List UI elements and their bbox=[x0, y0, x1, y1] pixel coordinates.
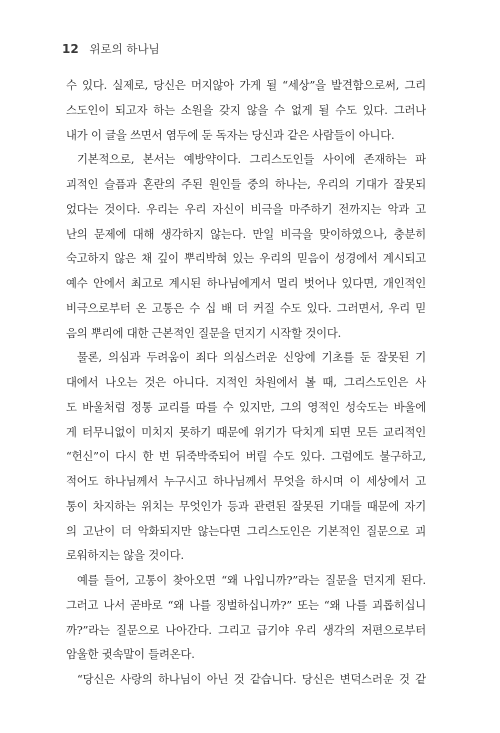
page-header bbox=[62, 41, 160, 57]
text-line: 대에서 나오는 것은 아니다. 지적인 차원에서 볼 때, 그리스도인은 사 bbox=[66, 376, 426, 389]
text-line: 수 있다. 실제로, 당신은 머지않아 가게 될 “세상”을 발견함으로써, 그리 bbox=[66, 79, 426, 92]
text-line: “당신은 사랑의 하나님이 아닌 것 같습니다. 당신은 변덕스러운 것 같 bbox=[77, 673, 426, 686]
text-line: 비극으로부터 온 고통은 수 십 배 더 커질 수도 있다. 그러면서, 우리 믿 bbox=[66, 301, 426, 315]
text-line: 내가 이 글을 쓰면서 염두에 둔 독자는 당신과 같은 사람들이 아니다. bbox=[66, 128, 395, 142]
text-line: 로워하지는 않을 것이다. bbox=[66, 549, 184, 563]
page-number: 12 bbox=[62, 42, 79, 56]
text-line: 까?”라는 질문으로 나아간다. 그리고 급기야 우리 생각의 저편으로부터 bbox=[66, 623, 426, 637]
text-line: 암울한 귓속말이 들려온다. bbox=[66, 648, 195, 662]
text-line: 게 터무니없이 미치지 못하기 때문에 위기가 닥치게 되면 모든 교리적인 bbox=[66, 425, 426, 439]
text-line: 괴적인 슬픔과 혼란의 주된 원인들 중의 하나는, 우리의 기대가 잘못되 bbox=[66, 178, 426, 191]
text-line: “헌신”이 다시 한 번 뒤죽박죽되어 버릴 수도 있다. 그럼에도 불구하고, bbox=[66, 450, 426, 464]
text-line: 난의 문제에 대해 생각하지 않는다. 만일 비극을 맞이하였으나, 충분히 bbox=[66, 227, 426, 241]
text-line: 예를 들어, 고통이 찾아오면 “왜 나입니까?”라는 질문을 던지게 된다. bbox=[77, 574, 426, 587]
text-line: 숙고하지 않은 채 깊이 뿌리박혀 있는 우리의 믿음이 성경에서 계시되고 bbox=[66, 252, 426, 266]
text-line: 예수 안에서 최고로 계시된 하나님에게서 멀리 벗어나 있다면, 개인적인 bbox=[66, 277, 426, 290]
text-line: 음의 뿌리에 대한 근본적인 질문을 던지기 시작할 것이다. bbox=[66, 326, 342, 340]
text-line: 기본적으로, 본서는 예방약이다. 그리스도인들 사이에 존재하는 파 bbox=[77, 153, 426, 167]
text-line: 도 바울처럼 정통 교리를 따를 수 있지만, 그의 영적인 성숙도는 바울에 bbox=[66, 400, 426, 414]
text-line: 적어도 하나님께서 누구시고 하나님께서 무엇을 하시며 이 세상에서 고 bbox=[66, 475, 426, 488]
text-line: 었다는 것이다. 우리는 우리 자신이 비극을 마주하기 전까지는 악과 고 bbox=[66, 202, 426, 216]
text-line: 그러고 나서 곧바로 “왜 나를 징벌하십니까?” 또는 “왜 나를 괴롭히십니 bbox=[66, 598, 426, 612]
body-text bbox=[66, 74, 426, 693]
text-line: 통이 차지하는 위치는 무엇인가 등과 관련된 잘못된 기대들 때문에 자기 bbox=[66, 499, 426, 513]
text-line: 의 고난이 더 악화되지만 않는다면 그리스도인은 기본적인 질문으로 괴 bbox=[66, 524, 426, 538]
running-title: 위로의 하나님 bbox=[89, 42, 160, 56]
text-line: 스도인이 되고자 하는 소원을 갖지 않을 수 없게 될 수도 있다. 그러나 bbox=[66, 103, 426, 117]
text-line: 물론, 의심과 두려움이 죄다 의심스러운 신앙에 기초를 둔 잘못된 기 bbox=[77, 351, 426, 365]
